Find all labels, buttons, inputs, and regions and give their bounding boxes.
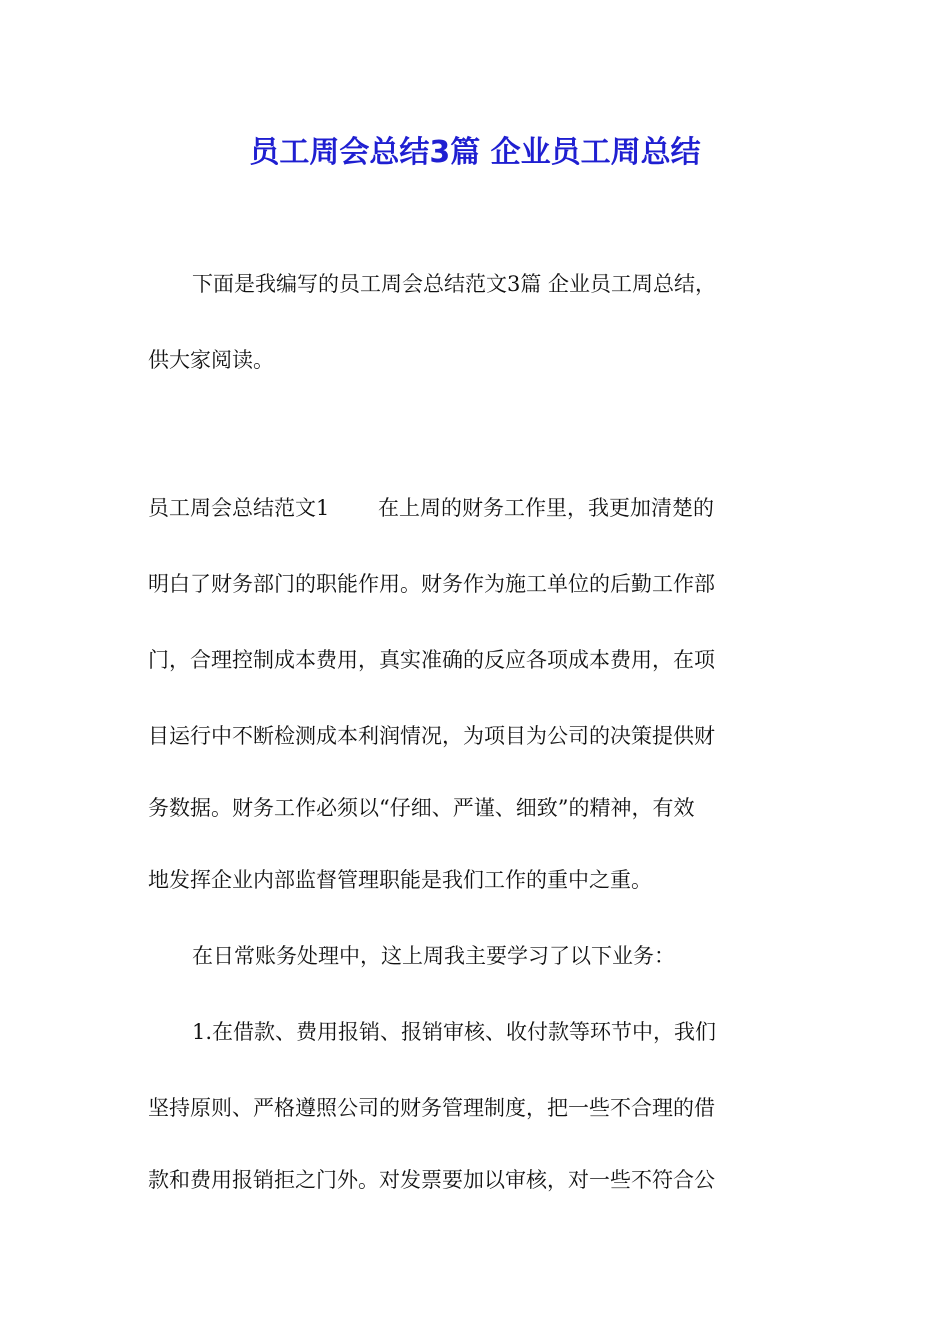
section1-line-4: 目运行中不断检测成本利润情况，为项目为公司的决策提供财: [148, 724, 715, 748]
intro-line-2: 供大家阅读。: [148, 348, 274, 372]
intro-line-1: 下面是我编写的员工周会总结范文3篇 企业员工周总结，: [192, 272, 717, 296]
section1-line-6: 地发挥企业内部监督管理职能是我们工作的重中之重。: [148, 868, 652, 892]
section1-line-3: 门，合理控制成本费用，真实准确的反应各项成本费用，在项: [148, 648, 715, 672]
section1-line-2: 明白了财务部门的职能作用。财务作为施工单位的后勤工作部: [148, 572, 715, 596]
section2-line-1: 在日常账务处理中，这上周我主要学习了以下业务：: [192, 944, 675, 968]
section1-line-1: 员工周会总结范文1 在上周的财务工作里，我更加清楚的: [148, 496, 715, 520]
section1-line-5: 务数据。财务工作必须以“仔细、严谨、细致”的精神，有效: [148, 796, 695, 820]
section3-line-3: 款和费用报销拒之门外。对发票要加以审核，对一些不符合公: [148, 1168, 715, 1192]
section3-line-2: 坚持原则、严格遵照公司的财务管理制度，把一些不合理的借: [148, 1096, 715, 1120]
document-title: 员工周会总结3篇 企业员工周总结: [249, 135, 701, 170]
section3-line-1: 1.在借款、费用报销、报销审核、收付款等环节中，我们: [192, 1020, 717, 1044]
